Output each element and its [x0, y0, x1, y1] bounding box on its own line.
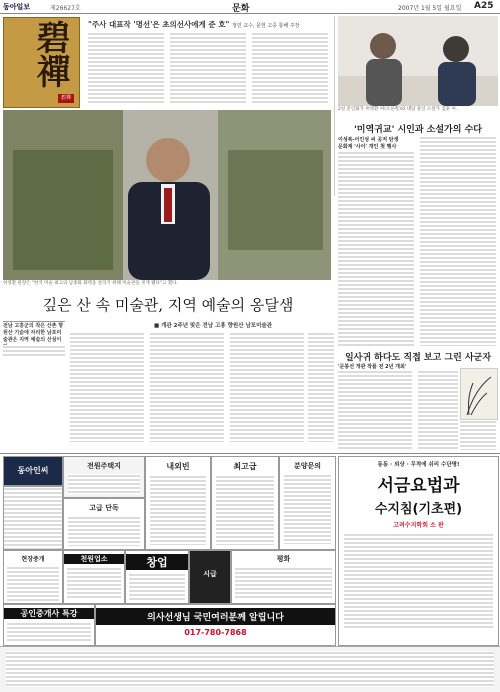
- ad-realtor-lecture-text: [7, 622, 91, 642]
- ad-urgent-label: 시급: [203, 570, 217, 578]
- ad-house-label: 고급 단독: [89, 504, 119, 512]
- ad-sale-text: [284, 474, 331, 544]
- right-article-subhead: 문화계 '사이' 개인 첫 행사: [338, 144, 397, 150]
- main-headline: 깊은 산 속 미술관, 지역 예술의 옹달샘: [42, 296, 294, 314]
- top-subhead-main: "주사 대표작 '명선'은 초의선사에게 준 호": [88, 20, 230, 29]
- page-header: [0, 0, 500, 14]
- ad-sale-label: 분양문의: [293, 462, 322, 470]
- ad-house[interactable]: [63, 498, 145, 550]
- issue-number: 제26627호: [50, 5, 81, 12]
- calligraphy-seal: 碧禪: [58, 94, 74, 103]
- article-text-column: [308, 332, 334, 442]
- ad-donga-label: 동아인씨: [17, 466, 49, 475]
- ad-land[interactable]: [63, 456, 145, 498]
- ad-broker[interactable]: [3, 550, 63, 604]
- right-article-byline: 이성복-이인성 씨 공저 탄생: [338, 137, 399, 143]
- ad-seogeum-title1: 서금요법과: [377, 476, 460, 496]
- calligraphy-characters: 碧禪: [30, 20, 70, 88]
- museum-director-photo-scene: [3, 110, 331, 280]
- article-text-column: [230, 332, 304, 442]
- column-divider: [334, 16, 335, 196]
- bottom-ad-strip: [0, 646, 500, 692]
- bottom-ad-text: [6, 651, 494, 687]
- article-text-column: [338, 370, 412, 450]
- ad-doctors-notice-label: 의사선생님 국민여러분께 알립니다: [96, 608, 335, 625]
- calligraphy-image: [3, 17, 80, 108]
- article-text-column: [460, 420, 496, 450]
- ad-shop-label: 천원업소: [64, 554, 124, 564]
- interview-photo-figures: [338, 16, 498, 106]
- ad-guest-text: [150, 475, 206, 545]
- ad-realtor-lecture[interactable]: [3, 604, 95, 646]
- ad-seogeum-publisher: 고려수지학회 소 판: [393, 522, 444, 529]
- ad-seogeum-top: 동동 · 외상 · 무적에 쉬리 수단명!: [377, 462, 460, 468]
- museum-director-photo: [3, 110, 331, 280]
- ad-donga[interactable]: [3, 456, 63, 486]
- ad-doctors-phone: 017-780-7868: [184, 628, 247, 637]
- sidebar-text: [3, 345, 65, 357]
- ad-land-text: [68, 474, 140, 494]
- orchid-painting-brushwork: [461, 369, 497, 419]
- ad-startup[interactable]: [125, 550, 189, 604]
- article-text-column: [418, 370, 458, 450]
- main-deck: ■ 개관 2주년 맞은 전남 고흥 향원산 남포미술관: [153, 323, 273, 329]
- top-subhead: [88, 19, 358, 30]
- ad-peace[interactable]: [231, 550, 336, 604]
- ad-divider: [0, 453, 500, 454]
- ad-classified[interactable]: [3, 486, 63, 550]
- article-text-column: [252, 32, 328, 104]
- ad-seogeum-title2: 수지침(기초편): [374, 502, 463, 517]
- article-text-column: [420, 136, 496, 346]
- ad-house-text: [68, 516, 140, 546]
- ad-broker-label: 현장중개: [21, 556, 45, 563]
- lower-right-subhead: '문봉선 개관 작품 전 2년 개최': [338, 364, 407, 370]
- sidebar-rule: [3, 321, 65, 322]
- interview-photo: [338, 16, 498, 106]
- top-subhead-tail: 정민 교수, 문헌 고증 통해 주장: [232, 23, 300, 29]
- page-number: A25: [474, 1, 494, 11]
- ad-sale[interactable]: [279, 456, 336, 550]
- ad-shop-text: [67, 567, 121, 599]
- ad-realtor-lecture-label: 공인중개사 특강: [4, 608, 94, 619]
- ad-seogeum[interactable]: [338, 456, 499, 646]
- article-text-column: [70, 332, 144, 442]
- ad-peace-text: [235, 567, 332, 599]
- sidebar-lead: 전남 고흥군의 작은 산촌 향원산 기슭에 자리한 남포미술관은 지역 예술의 산실이: [3, 323, 64, 343]
- article-text-column: [338, 151, 414, 346]
- ad-land-label: 전원주택지: [87, 462, 121, 470]
- ad-peace-label: 평화: [276, 555, 291, 563]
- newspaper-logo: 동아일보: [3, 3, 31, 11]
- ad-guest[interactable]: [145, 456, 211, 550]
- ad-premium[interactable]: [211, 456, 279, 550]
- ad-seogeum-text: [344, 533, 493, 628]
- orchid-painting: [460, 368, 498, 420]
- lower-right-headline: 일사귀 하다도 직접 보고 그린 사군자: [344, 353, 492, 363]
- ad-premium-label: 최고급: [233, 462, 257, 471]
- ad-guest-label: 내외빈: [166, 462, 190, 471]
- article-text-column: [170, 32, 246, 104]
- ad-doctors-notice[interactable]: [95, 604, 336, 646]
- article-text-column: [150, 332, 224, 442]
- ad-premium-text: [216, 475, 274, 545]
- museum-director-photo-caption: 허영환 관장은 "한국 미술 최고의 남종화 화맥을 살리기 위해 미술관을 짓게 됐다"고 했다.: [3, 281, 178, 286]
- ad-shop[interactable]: [63, 550, 125, 604]
- right-article-headline: '미역귀교' 시인과 소설가의 수다: [354, 125, 482, 135]
- interview-photo-caption: 2일 문인화가 허영환 씨(오른쪽)와 대담 중인 소설가 김훈 씨.: [338, 107, 458, 112]
- issue-date: 2007년 1월 5일 월요일: [398, 5, 462, 12]
- ad-startup-label: 창업: [126, 554, 188, 570]
- ad-broker-text: [7, 566, 59, 601]
- ad-urgent[interactable]: [189, 550, 231, 604]
- section-title: 문화: [232, 4, 250, 14]
- article-text-column: [88, 32, 164, 104]
- ad-startup-text: [129, 573, 185, 601]
